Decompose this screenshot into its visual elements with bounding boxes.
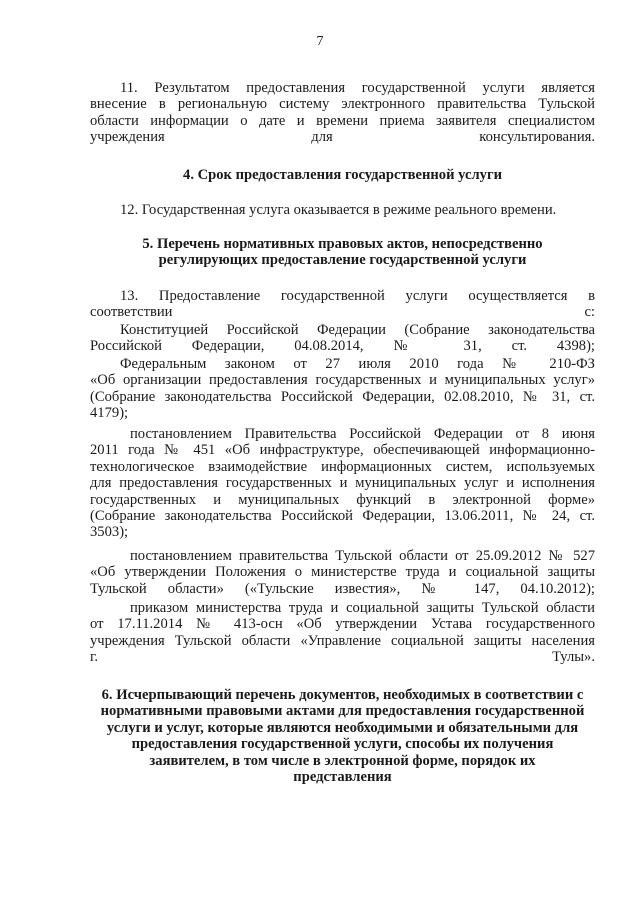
paragraph-line: Тульской области» («Тульские известия», № 147, 04.10.2012);	[90, 580, 595, 597]
section-heading-6	[80, 687, 605, 785]
paragraph-line: 4179);	[90, 405, 129, 422]
heading-line: предоставления государственной услуги, способы их получения	[131, 736, 554, 753]
section-heading-5	[80, 236, 605, 269]
paragraph-line: области информации о дате и времени приема заявителя специалистом	[90, 112, 595, 129]
section-heading-4: 4. Срок предоставления государственной услуги	[183, 167, 502, 183]
legal-act-item	[90, 426, 595, 541]
paragraph-13	[90, 288, 595, 321]
paragraph-line: «Об организации предоставления государственных и муниципальных услуг»	[90, 372, 595, 389]
paragraph-line: государственных и муниципальных функций в электронной форме»	[90, 491, 595, 508]
legal-act-item	[90, 322, 595, 355]
paragraph-line: учреждения для консультирования.	[90, 129, 595, 146]
heading-line: регулирующих предоставление государственной услуги	[158, 252, 527, 269]
heading-line: нормативными правовыми актами для предоставления государственной	[100, 703, 585, 720]
paragraph-11	[90, 80, 595, 146]
paragraph-line: приказом министерства труда и социальной защиты Тульской области	[130, 600, 595, 616]
paragraph-line: 13. Предоставление государственной услуги осуществляется в	[120, 288, 595, 304]
paragraph-line: соответствии с:	[90, 304, 595, 321]
heading-line: 6. Исчерпывающий перечень документов, необходимых в соответствии с	[101, 687, 584, 703]
legal-act-item	[90, 600, 595, 666]
paragraph-line: г. Тулы».	[90, 649, 595, 666]
paragraph-line: постановлением Правительства Российской Федерации от 8 июня	[130, 426, 595, 442]
paragraph-line: 3503);	[90, 524, 129, 541]
paragraph-line: 11. Результатом предоставления государственной услуги является	[120, 80, 595, 96]
legal-act-item	[90, 548, 595, 597]
legal-act-item	[90, 356, 595, 422]
paragraph-line: Российской Федерации, 04.08.2014, № 31, ст. 4398);	[90, 338, 595, 355]
heading-line: услуги и услуг, которые являются необходимыми и обязательными для	[106, 719, 579, 736]
paragraph-line: учреждения Тульской области «Управление социальной защиты населения	[90, 632, 595, 649]
paragraph-line: технологическое взаимодействие информационных систем, используемых	[90, 458, 595, 475]
paragraph-line: для предоставления государственных и муниципальных услуг и исполнения	[90, 475, 595, 492]
paragraph-line: (Собрание законодательства Российской Федерации, 13.06.2011, № 24, ст.	[90, 508, 595, 525]
paragraph-12	[90, 202, 595, 218]
paragraph-line: внесение в региональную систему электронного правительства Тульской	[90, 96, 595, 113]
heading-line: заявителем, в том числе в электронной форме, порядок их	[149, 752, 536, 769]
paragraph-line: от 17.11.2014 № 413-осн «Об утверждении Устава государственного	[90, 616, 595, 633]
heading-line: представления	[293, 769, 392, 786]
heading-line: 5. Перечень нормативных правовых актов, непосредственно	[142, 236, 543, 252]
paragraph-line: 2011 года № 451 «Об инфраструктуре, обеспечивающей информационно-	[90, 442, 595, 459]
paragraph-line: постановлением правительства Тульской области от 25.09.2012 № 527	[130, 548, 595, 564]
paragraph-line: Федеральным законом от 27 июля 2010 года № 210-ФЗ	[120, 356, 595, 372]
paragraph-line: (Собрание законодательства Российской Федерации, 02.08.2010, № 31, ст.	[90, 388, 595, 405]
paragraph-line: Конституцией Российской Федерации (Собрание законодательства	[120, 322, 595, 338]
paragraph-line: 12. Государственная услуга оказывается в режиме реального времени.	[120, 202, 557, 218]
paragraph-line: «Об утверждении Положения о министерстве труда и социальной защиты	[90, 564, 595, 581]
page-number: 7	[316, 34, 324, 49]
